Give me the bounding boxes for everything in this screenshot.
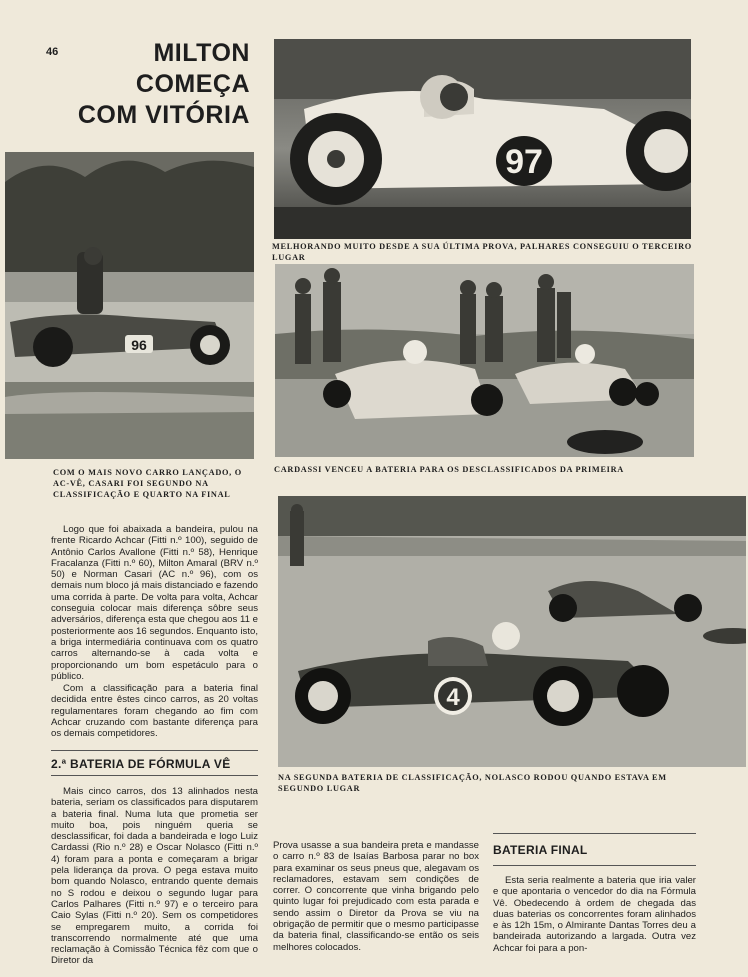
article-paragraph-1: Logo que foi abaixada a bandeira, pulou na frente Ricardo Achcar (Fitti n.º 100), seguido de Antônio Carlos Avallone (Fitti n.º 58), Henrique Fracalanza (Fitti n.º 60), Milton Amaral (BRV n.º 50) e Norman Casari (AC n.º 96), com os demais num bloco já mais distanciado e fazendo uma corrida à parte. De volta para volta, Achcar conseguia colocar mais diferença sôbre seus adversários, diferença esta que chegou aos 11 e posteriormente aos 16 segundos. Enquanto isto, a briga intermediária continuava com os quatro carros alternando-se à cada volta e proporcionando um bom espetáculo para o público. — [51, 524, 258, 682]
photo-car-97 — [274, 39, 691, 239]
headline-line-2: COMEÇA — [135, 70, 250, 98]
section-3-rule-bottom — [493, 865, 696, 866]
section-3-paragraph: Esta seria realmente a bateria que iria valer e que apontaria o vencedor do dia na Fórmula Vê. Obedecendo à ordem de chegada das duas baterias os concorrentes foram alinhados e às 12h 15m, o Almirante Dantas Torres deu a bandeirada autorizando a largada. Outra vez Achcar foi para a pon- — [493, 875, 696, 954]
headline-line-3: COM VITÓRIA — [77, 101, 250, 129]
photo-car-96 — [5, 152, 254, 459]
section-3-rule — [493, 833, 696, 834]
article-paragraph-2: Com a classificação para a bateria final decidida entre êstes cinco carros, as 20 voltas regulamentares foram chegando ao fim com Achcar cruzando com bastante diferença para os demais competidores. — [51, 683, 258, 740]
middle-column-text: Prova usasse a sua bandeira preta e mandasse o carro n.º 83 de Isaías Barbosa parar no box para examinar os seus pneus que, alegavam os reclamadores, estavam sem condições de correr. O concorrente que vinha brigando pelo quinto lugar foi prejudicado com esta parada e sendo assim o Diretor da Prova se viu na obrigação de permitir que o mesmo participasse da bateria final, classificando-se então os seis melhores colocados. — [273, 840, 479, 953]
caption-top-right: MELHORANDO MUITO DESDE A SUA ÚLTIMA PROVA, PALHARES CONSEGUIU O TERCEIRO LUGAR — [272, 242, 692, 262]
headline — [40, 38, 250, 131]
caption-left: COM O MAIS NOVO CARRO LANÇADO, O AC-VÊ, CASARI FOI SEGUNDO NA CLASSIFICAÇÃO E QUARTO NA FINAL — [53, 468, 242, 499]
photo-car-4 — [278, 496, 746, 767]
car-96-number: 96 — [131, 337, 147, 353]
page-number: 46 — [46, 46, 59, 58]
section-2-title: 2.ª BATERIA DE FÓRMULA VÊ — [51, 757, 231, 771]
photo-cardassi-race — [275, 264, 694, 457]
section-2-rule-bottom — [51, 775, 258, 776]
car-4-number: 4 — [446, 684, 460, 711]
section-3-title: BATERIA FINAL — [493, 843, 588, 857]
car-97-number: 97 — [505, 143, 543, 181]
section-2-paragraph: Mais cinco carros, dos 13 alinhados nesta bateria, seriam os classificados para disputarem a bateria final. Numa luta que prometia ser muito boa, pois ninguém queria se desclassificar, foi dada a bandeirada e logo Luiz Cardassi (Rio n.º 28) e Oscar Nolasco (Fitti n.º 4) foram para a ponta e começaram a brigar pela liderança da prova. O pega estava muito bom quando Nolasco, entrando quente demais no S rodou e deixou o segundo lugar para Carlos Palhares (Fitti n.º 97) e o terceiro para Caio Sylas (Fitti n.º 20). Sem os competidores se empregarem muito, a corrida foi transcorrendo normalmente até que uma reclamação à Comissão Técnica fêz com que o Diretor da — [51, 786, 258, 967]
caption-middle-right: CARDASSI VENCEU A BATERIA PARA OS DESCLASSIFICADOS DA PRIMEIRA — [274, 465, 624, 474]
section-2-rule — [51, 750, 258, 751]
headline-line-1: MILTON — [153, 39, 250, 67]
caption-bottom-right: NA SEGUNDA BATERIA DE CLASSIFICAÇÃO, NOLASCO RODOU QUANDO ESTAVA EM SEGUNDO LUGAR — [278, 773, 667, 793]
